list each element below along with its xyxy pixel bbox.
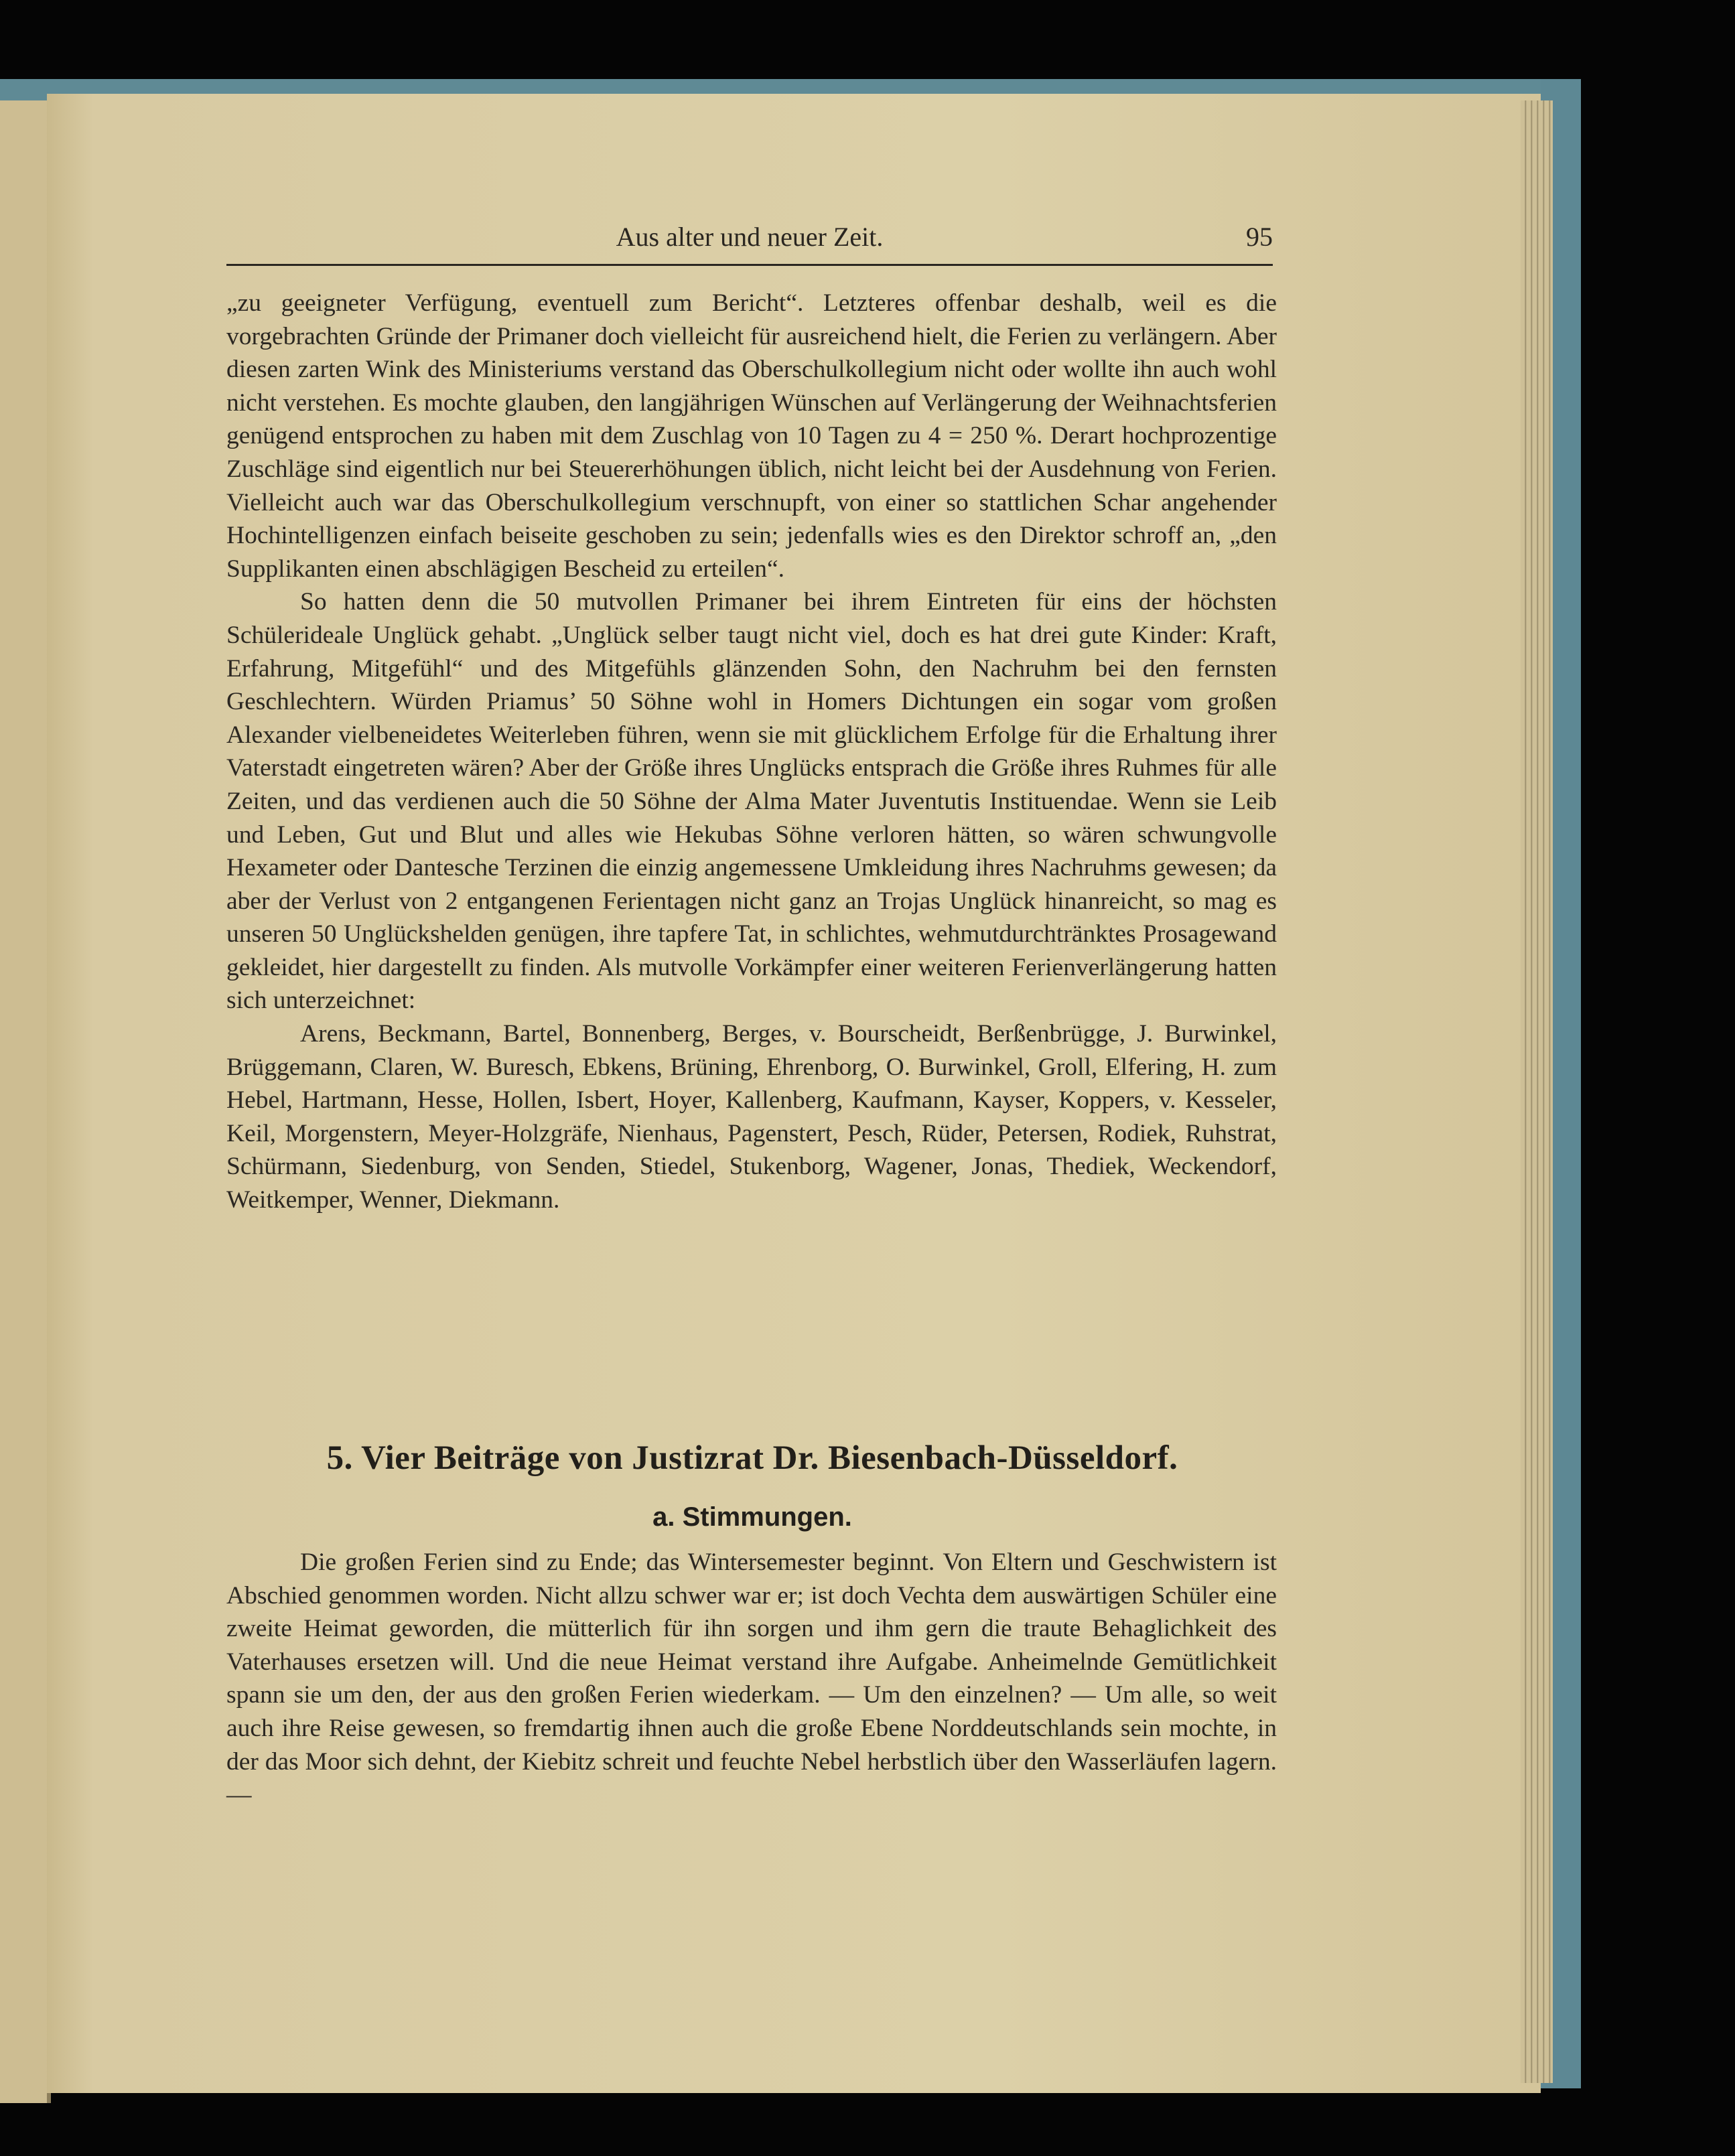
- section-heading: 5. Vier Beiträge von Justizrat Dr. Biesenbach-Düsseldorf.: [326, 1439, 1178, 1477]
- page-stack-edges: [1521, 100, 1553, 2083]
- facing-page-edge: [0, 100, 51, 2103]
- running-title: Aus alter und neuer Zeit.: [616, 222, 884, 252]
- section-subheading: a. Stimmungen.: [652, 1502, 852, 1532]
- body-text-top: [226, 287, 1277, 1217]
- section-paragraph: Die großen Ferien sind zu Ende; das Wintersemester beginnt. Von Eltern und Geschwistern ist Abschied genommen worden. Nicht allzu schwer war er; ist doch Vechta dem auswärtigen Schüler eine zweite Heimat geworden, die mütterlich für ihn sorgen und ihm gern die traute Behaglichkeit des Vaterhauses ersetzen will. Und die neue Heimat verstand ihre Aufgabe. Anheimelnde Gemütlichkeit spann sie um den, der aus den großen Ferien wiederkam. — Um den einzelnen? — Um alle, so weit auch ihre Reise gewesen, so fremdartig ihnen auch die große Ebene Norddeutschlands sein mochte, in der das Moor sich dehnt, der Kiebitz schreit und feuchte Nebel herbstlich über den Wasserläufen lagern. —: [226, 1549, 1277, 1809]
- page-number: 95: [1246, 222, 1273, 252]
- paragraph-names-list: Arens, Beckmann, Bartel, Bonnenberg, Berges, v. Bourscheidt, Berßenbrügge, J. Burwinkel, Brüggemann, Claren, W. Buresch, Ebkens, Brüning, Ehrenborg, O. Burwinkel, Groll, Elfering, H. zum Hebel, Hartmann, Hesse, Hollen, Isbert, Hoyer, Kallenberg, Kaufmann, Kayser, Koppers, v. Kesseler, Keil, Morgenstern, Meyer-Holzgräfe, Nienhaus, Pagenstert, Pesch, Rüder, Petersen, Rodiek, Ruhstrat, Schürmann, Siedenburg, von Senden, Stiedel, Stukenborg, Wagener, Jonas, Thediek, Weckendorf, Weitkemper, Wenner, Diekmann.: [226, 1020, 1277, 1214]
- paragraph-2: So hatten denn die 50 mutvollen Primaner bei ihrem Eintreten für eins der höchsten Schülerideale Unglück gehabt. „Unglück selber taugt nicht viel, doch es hat drei gute Kinder: Kraft, Erfahrung, Mitgefühl“ und des Mitgefühls glänzenden Sohn, den Nachruhm bei den fernsten Geschlechtern. Würden Priamus’ 50 Söhne wohl in Homers Dichtungen ein sogar vom großen Alexander vielbeneidetes Weiterleben führen, wenn sie mit glücklichem Erfolge für die Erhaltung ihrer Vaterstadt eingetreten wären? Aber der Größe ihres Unglücks entsprach die Größe ihres Ruhmes für alle Zeiten, und das verdienen auch die 50 Söhne der Alma Mater Juventutis Instituendae. Wenn sie Leib und Leben, Gut und Blut und alles wie Hekubas Söhne verloren hätten, so wären schwungvolle Hexameter oder Dantesche Terzinen die einzig angemessene Umkleidung ihres Nachruhms gewesen; da aber der Verlust von 2 entgangenen Ferientagen nicht ganz an Trojas Unglück hinanreicht, so mag es unseren 50 Unglückshelden genügen, ihre tapfere Tat, in schlichtes, wehmutdurchtränktes Prosagewand gekleidet, hier dargestellt zu finden. Als mutvolle Vorkämpfer einer weiteren Ferienverlängerung hatten sich unterzeichnet:: [226, 588, 1277, 1015]
- running-head: [226, 216, 1273, 266]
- body-text-section: [226, 1546, 1277, 1812]
- paragraph-1: „zu geeigneter Verfügung, eventuell zum Bericht“. Letzteres offenbar deshalb, weil es die vorgebrachten Gründe der Primaner doch vielleicht für ausreichend hielt, die Ferien zu verlängern. Aber diesen zarten Wink des Ministeriums verstand das Oberschulkollegium nicht oder wollte ihn auch wohl nicht verstehen. Es mochte glauben, den langjährigen Wünschen auf Verlängerung der Weihnachtsferien genügend entsprochen zu haben mit dem Zuschlag von 10 Tagen zu 4 = 250 %. Derart hochprozentige Zuschläge sind eigentlich nur bei Steuererhöhungen üblich, nicht leicht bei der Ausdehnung von Ferien. Vielleicht auch war das Oberschulkollegium verschnupft, von einer so stattlichen Schar angehender Hochintelligenzen einfach beiseite geschoben zu sein; jedenfalls wies es den Direktor schroff an, „den Supplikanten einen abschlägigen Bescheid zu erteilen“.: [226, 289, 1277, 583]
